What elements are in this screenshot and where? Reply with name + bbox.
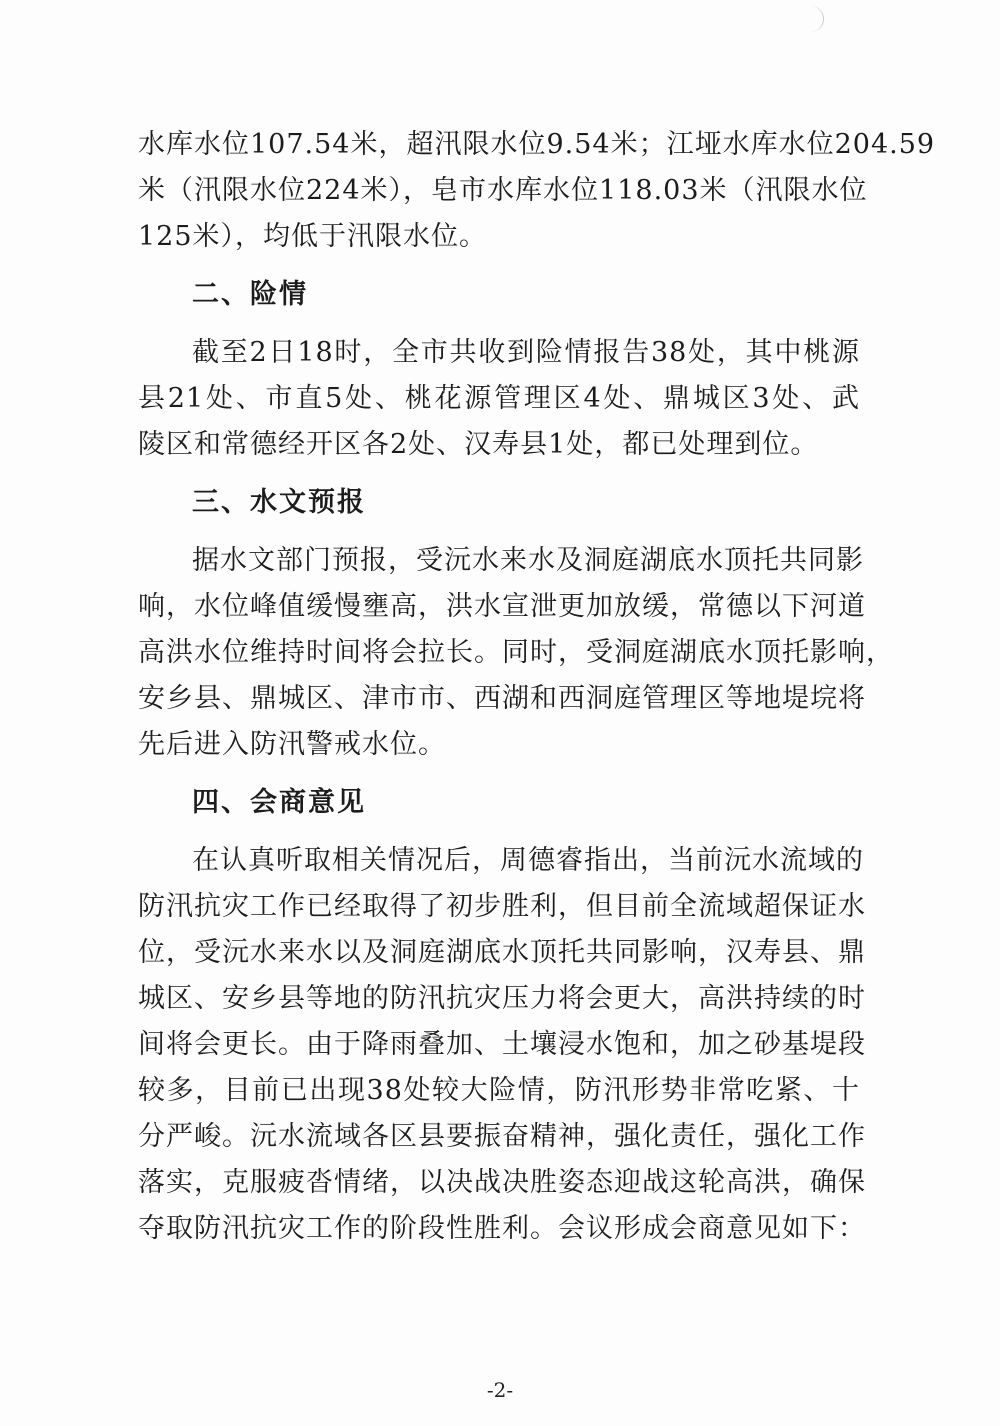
text-line: 米（汛限水位224米），皂市水库水位118.03米（汛限水位 — [138, 175, 868, 206]
text-line: 在认真听取相关情况后，周德睿指出，当前沅水流域的 — [192, 845, 864, 876]
section-heading-hydrology-forecast: 三、水文预报 — [192, 487, 366, 518]
text-line: 125米），均低于汛限水位。 — [138, 221, 488, 252]
text-line: 较多，目前已出现38处较大险情，防汛形势非常吃紧、十 — [138, 1075, 860, 1106]
paragraph-hydrology-forecast — [138, 538, 894, 768]
text-line: 县21处、市直5处、桃花源管理区4处、鼎城区3处、武 — [138, 383, 860, 414]
text-line: 响，水位峰值缓慢壅高，洪水宣泄更加放缓，常德以下河道 — [138, 591, 866, 622]
section-heading-consultation-opinions: 四、会商意见 — [192, 787, 366, 818]
text-line: 落实，克服疲沓情绪，以决战决胜姿态迎战这轮高洪，确保 — [138, 1167, 866, 1198]
text-line: 据水文部门预报，受沅水来水及洞庭湖底水顶托共同影 — [192, 545, 864, 576]
page-number: -2- — [486, 1378, 514, 1402]
text-line: 夺取防汛抗灾工作的阶段性胜利。会议形成会商意见如下： — [138, 1213, 866, 1244]
text-line: 防汛抗灾工作已经取得了初步胜利，但目前全流域超保证水 — [138, 891, 866, 922]
text-line: 位，受沅水来水以及洞庭湖底水顶托共同影响，汉寿县、鼎 — [138, 937, 866, 968]
text-line: 水库水位107.54米，超汛限水位9.54米；江垭水库水位204.59 — [138, 129, 936, 160]
text-line: 分严峻。沅水流域各区县要振奋精神，强化责任，强化工作 — [138, 1121, 866, 1152]
text-line: 高洪水位维持时间将会拉长。同时，受洞庭湖底水顶托影响， — [138, 637, 894, 668]
paragraph-consultation-opinions — [138, 838, 866, 1252]
text-line: 陵区和常德经开区各2处、汉寿县1处，都已处理到位。 — [138, 429, 819, 460]
text-line: 截至2日18时，全市共收到险情报告38处，其中桃源 — [192, 337, 860, 368]
page-edge-mark — [809, 6, 824, 32]
paragraph-risks — [138, 330, 860, 468]
section-heading-risks: 二、险情 — [192, 279, 308, 310]
text-line: 安乡县、鼎城区、津市市、西湖和西洞庭管理区等地堤垸将 — [138, 683, 866, 714]
text-line: 城区、安乡县等地的防汛抗灾压力将会更大，高洪持续的时 — [138, 983, 866, 1014]
text-line: 间将会更长。由于降雨叠加、土壤浸水饱和，加之砂基堤段 — [138, 1029, 866, 1060]
text-line: 先后进入防汛警戒水位。 — [138, 729, 446, 760]
document-body — [138, 122, 936, 1252]
paragraph-intro — [138, 122, 936, 260]
